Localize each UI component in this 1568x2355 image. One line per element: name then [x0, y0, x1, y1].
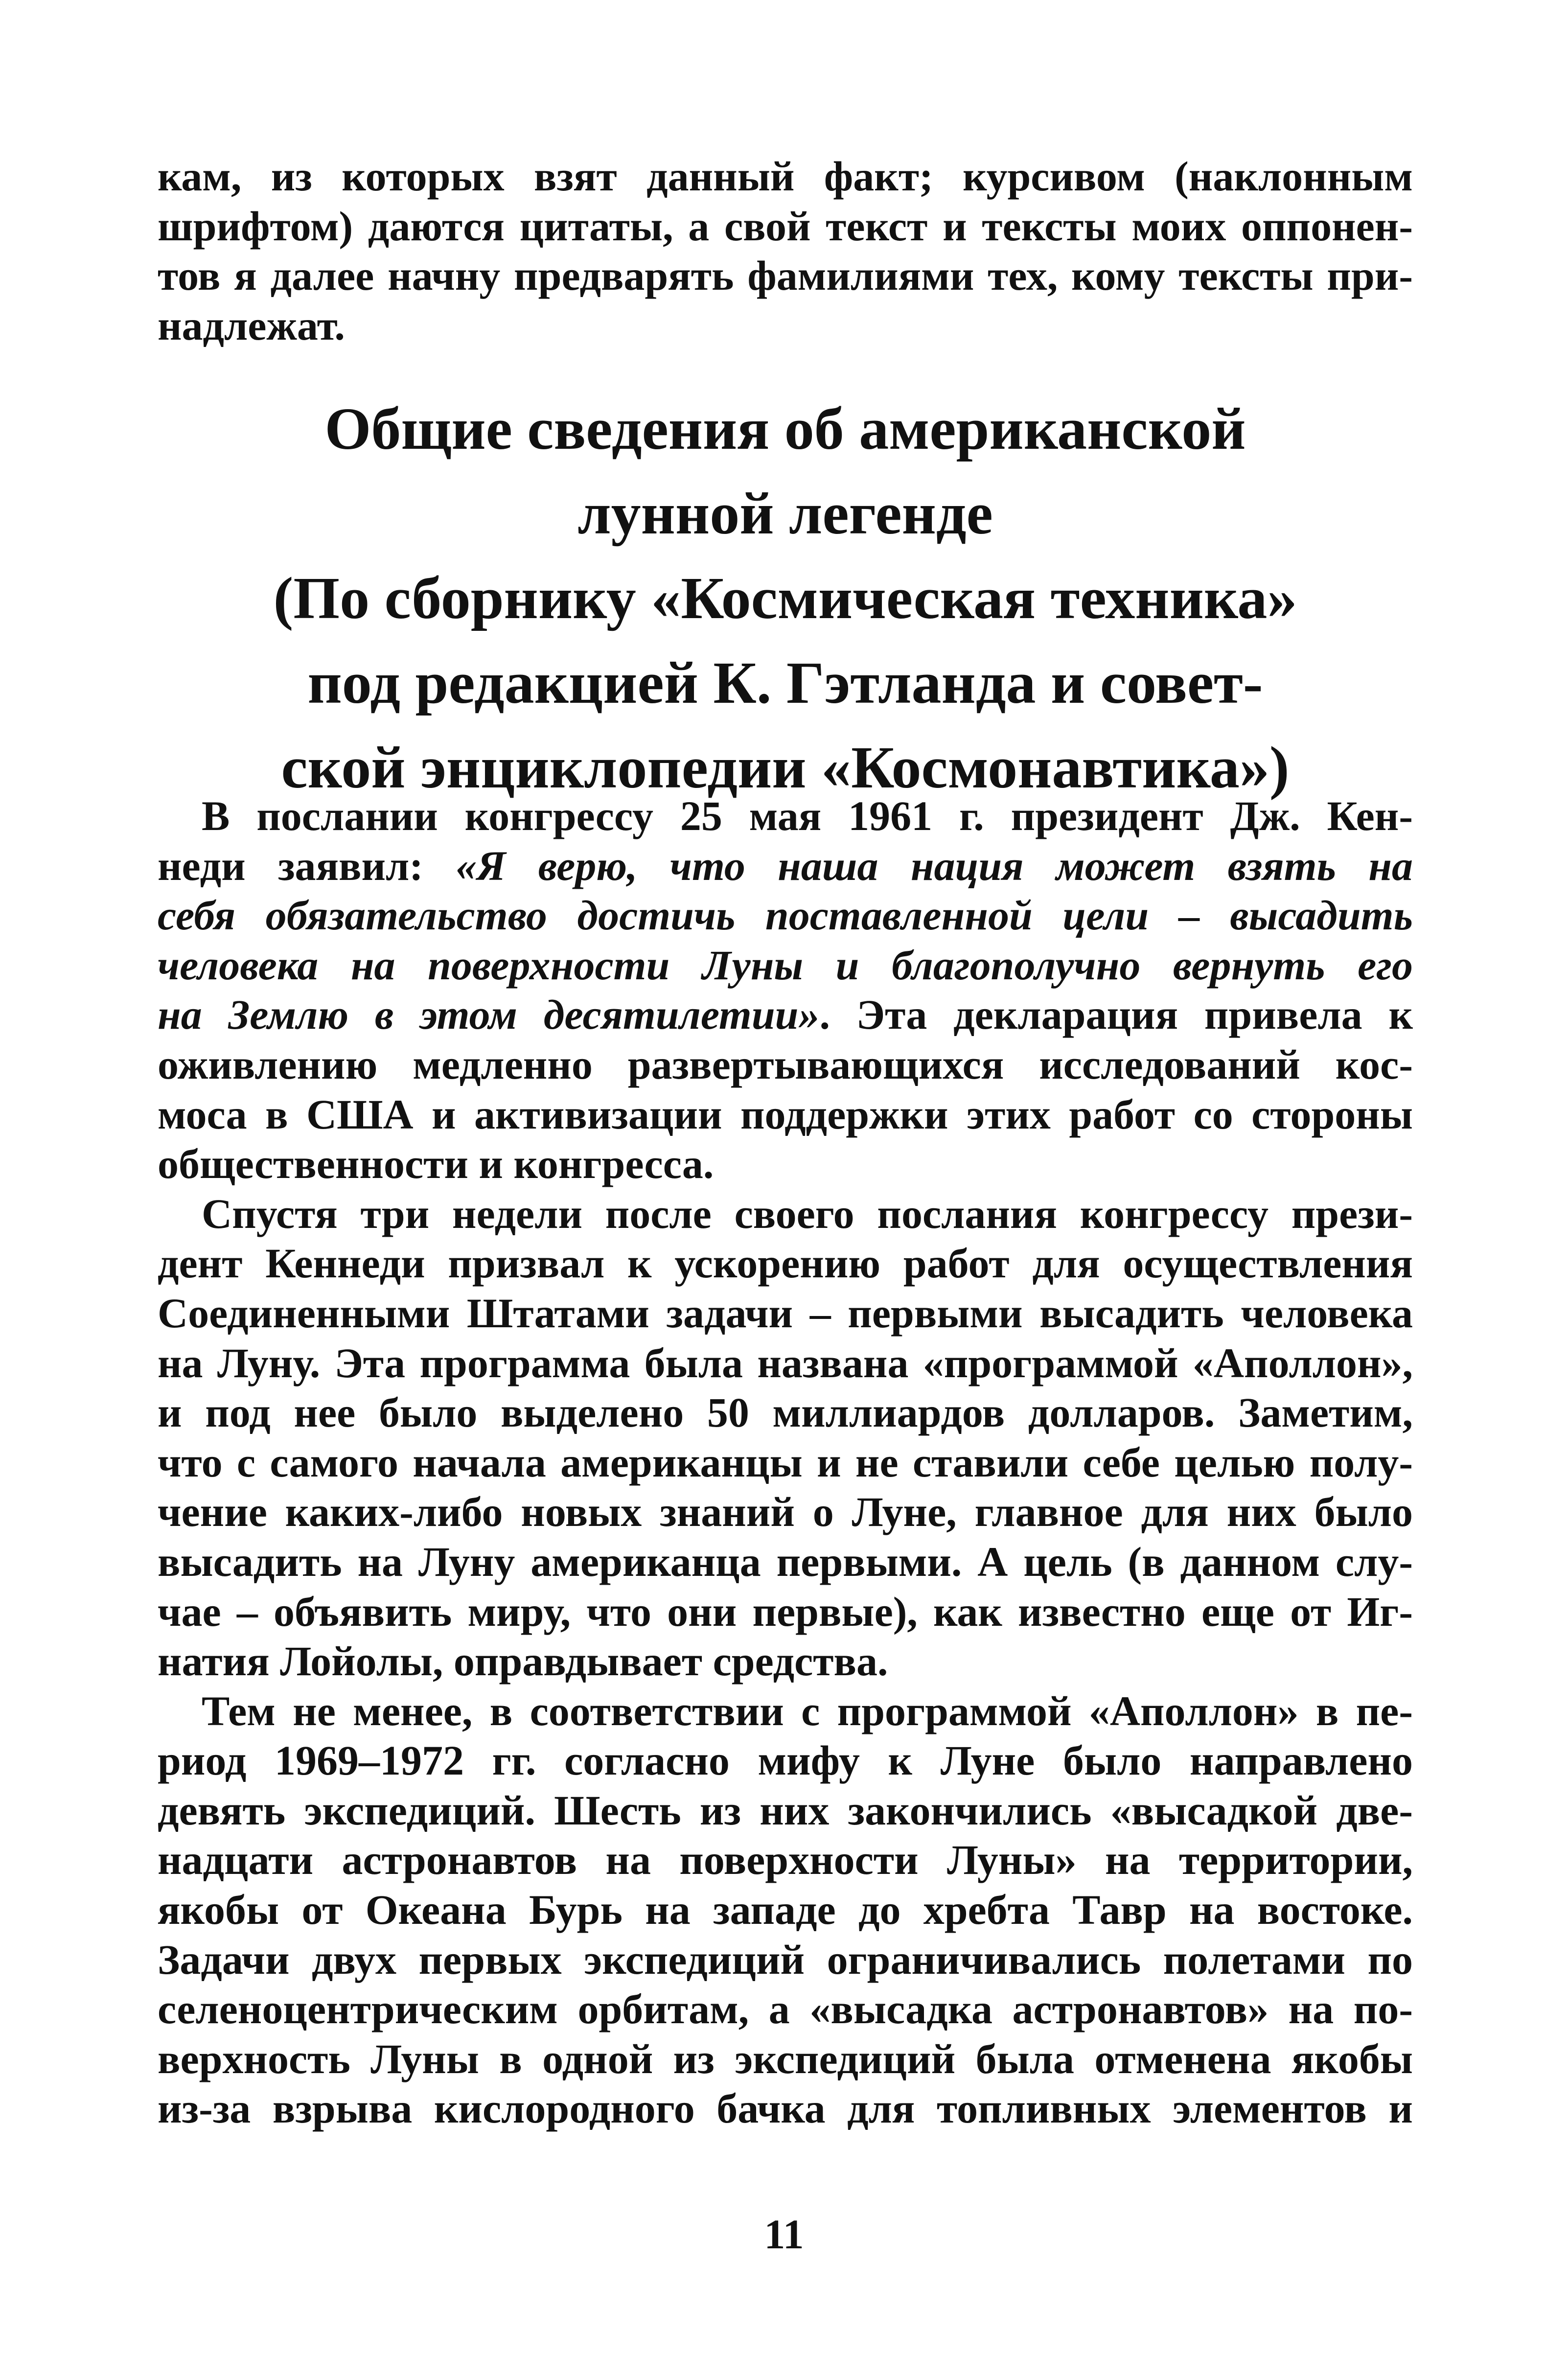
text-line: [158, 1239, 1413, 1289]
text-line: [158, 1388, 1413, 1438]
text-line: [158, 1985, 1413, 2034]
body-text: [158, 791, 1413, 2134]
text-line: [158, 1736, 1413, 1786]
heading-line: Общие сведения об американской: [324, 396, 1246, 462]
line-text: что с самого начала американцы и не ставили себе целью полу-: [158, 1438, 1413, 1486]
quote-text: человека на поверхности Луны и благополучно вернуть его: [158, 941, 1413, 989]
line-text: и под нее было выделено 50 миллиардов долларов. Заметим,: [158, 1389, 1413, 1436]
line-text: натия Лойолы, оправдывает средства.: [158, 1638, 888, 1685]
text-line: [158, 152, 1413, 202]
text-line: [158, 1686, 1413, 1736]
text-line: [158, 941, 1413, 991]
text-line: [158, 791, 1413, 841]
page-number: 11: [764, 2211, 804, 2258]
line-text: чение каких-либо новых знаний о Луне, главное для них было: [158, 1488, 1413, 1536]
line-text: Спустя три недели после своего послания конгрессу прези-: [202, 1190, 1413, 1237]
heading-line: ской энциклопедии «Космонавтика»): [281, 735, 1290, 801]
quote-text: «Я верю, что наша нация может взять на: [456, 842, 1413, 889]
text-line: [158, 1537, 1413, 1587]
line-text: неди заявил:: [158, 842, 456, 889]
text-line: [158, 202, 1413, 252]
text-line: [158, 990, 1413, 1040]
text-line: [158, 1885, 1413, 1935]
text-line: [158, 1935, 1413, 1985]
quote-text: на Землю в этом десятилетии»: [158, 991, 820, 1039]
text-line: [158, 2034, 1413, 2084]
heading-line: (По сборнику «Космическая техника»: [273, 565, 1297, 631]
text-line: [158, 841, 1413, 891]
line-text: чае – объявить миру, что они первые), как известно еще от Иг-: [158, 1588, 1413, 1635]
text-line: [158, 1835, 1413, 1885]
line-text: из-за взрыва кислородного бачка для топливных элементов и: [158, 2085, 1413, 2132]
text-line: [158, 1487, 1413, 1537]
text-line: [158, 1189, 1413, 1239]
line-text: девять экспедиций. Шесть из них закончились «высадкой две-: [158, 1786, 1413, 1834]
line-text: верхность Луны в одной из экспедиций была отменена якобы: [158, 2035, 1413, 2082]
text-line: [158, 2084, 1413, 2134]
line-text: риод 1969–1972 гг. согласно мифу к Луне было направлено: [158, 1737, 1413, 1784]
line-text: оживлению медленно развертывающихся исследований кос-: [158, 1040, 1413, 1088]
line-text: общественности и конгресса.: [158, 1140, 714, 1188]
intro-paragraph: [158, 152, 1413, 350]
text-line: [158, 1339, 1413, 1388]
line-text: Тем не менее, в соответствии с программой «Аполлон» в пе-: [202, 1687, 1413, 1734]
line-text: шрифтом) даются цитаты, а свой текст и тексты моих оппонен-: [158, 202, 1413, 250]
line-text: тов я далее начну предварять фамилиями тех, кому тексты при-: [158, 252, 1413, 300]
heading-line: лунной легенде: [577, 481, 993, 547]
heading-line: под редакцией К. Гэтланда и совет-: [307, 650, 1263, 716]
text-line: [158, 1139, 1413, 1189]
line-text: Задачи двух первых экспедиций ограничивались полетами по: [158, 1936, 1413, 1983]
line-text: надцати астронавтов на поверхности Луны» на территории,: [158, 1836, 1413, 1884]
section-heading: [158, 387, 1413, 810]
line-text: Соединенными Штатами задачи – первыми высадить человека: [158, 1289, 1413, 1337]
text-line: [158, 1438, 1413, 1488]
line-text: на Луну. Эта программа была названа «программой «Аполлон»,: [158, 1339, 1413, 1386]
text-line: [158, 891, 1413, 941]
quote-text: себя обязательство достичь поставленной цели – высадить: [158, 892, 1413, 939]
line-text: высадить на Луну американца первыми. А цель (в данном слу-: [158, 1538, 1413, 1585]
line-text: . Эта декларация привела к: [819, 991, 1413, 1039]
line-text: надлежат.: [158, 301, 345, 349]
line-text: селеноцентрическим орбитам, а «высадка астронавтов» на по-: [158, 1986, 1413, 2033]
text-line: [158, 1289, 1413, 1339]
text-line: [158, 1637, 1413, 1686]
line-text: якобы от Океана Бурь на западе до хребта Тавр на востоке.: [158, 1886, 1413, 1934]
text-line: [158, 301, 1413, 351]
text-line: [158, 1040, 1413, 1090]
text-line: [158, 1587, 1413, 1637]
text-line: [158, 1090, 1413, 1140]
line-text: кам, из которых взят данный факт; курсивом (наклонным: [158, 153, 1413, 200]
line-text: моса в США и активизации поддержки этих работ со стороны: [158, 1090, 1413, 1138]
line-text: В послании конгрессу 25 мая 1961 г. президент Дж. Кен-: [202, 792, 1413, 839]
text-line: [158, 251, 1413, 301]
line-text: дент Кеннеди призвал к ускорению работ для осуществления: [158, 1240, 1413, 1287]
text-line: [158, 1786, 1413, 1836]
